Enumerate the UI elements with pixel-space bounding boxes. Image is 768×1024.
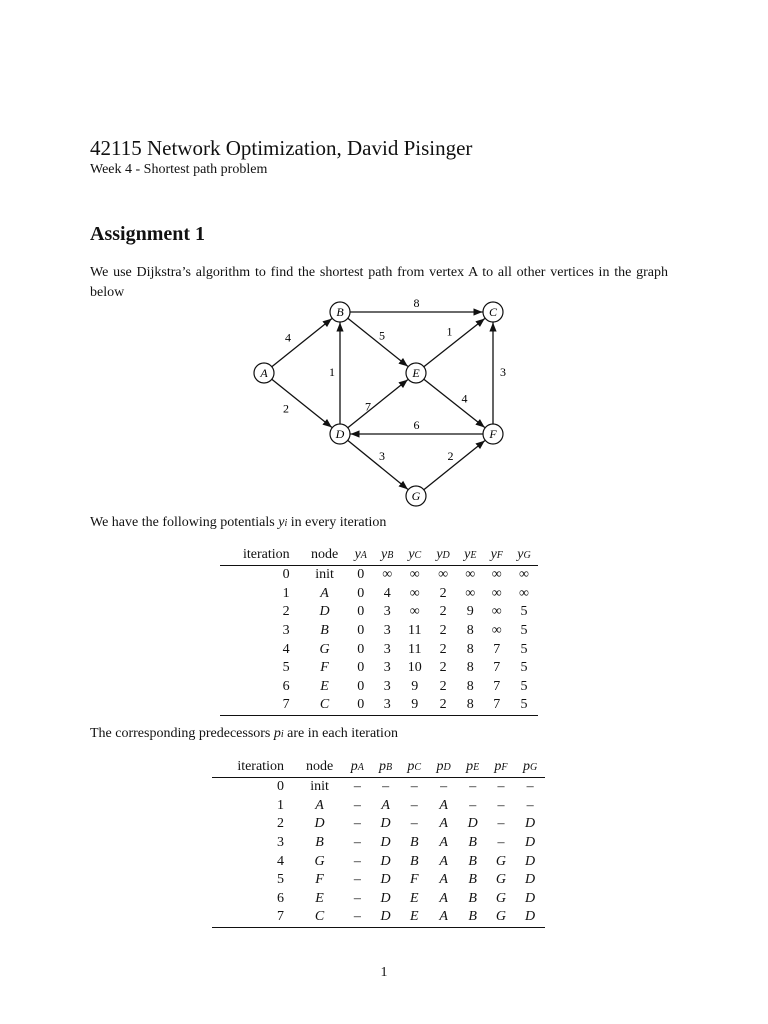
potentials-cell: 7	[493, 660, 501, 676]
potentials-cell: 7	[493, 678, 501, 694]
predecessors-cell: 7	[276, 909, 284, 925]
predecessors-cell: A	[315, 797, 324, 813]
predecessors-cell: –	[497, 797, 505, 813]
node-label: B	[336, 304, 344, 319]
section-heading: Assignment 1	[90, 223, 206, 245]
graph-node-a	[254, 363, 274, 383]
predecessors-cell: 3	[276, 835, 284, 851]
edge-g-f	[424, 441, 485, 490]
predecessors-cell: –	[353, 909, 361, 925]
edge-weight-d-b: 1	[329, 364, 335, 379]
potentials-cell: ∞	[518, 585, 529, 601]
potentials-cell: 2	[439, 678, 447, 694]
potentials-cell: 4	[282, 641, 290, 657]
potentials-row	[220, 696, 538, 715]
predecessors-cell: B	[468, 835, 477, 851]
predecessors-cell: A	[439, 909, 448, 925]
potentials-cell: 8	[466, 623, 474, 639]
predecessors-header-7: pF	[494, 759, 508, 774]
graph-node-g	[406, 486, 426, 506]
predecessors-intro-var: p	[273, 726, 281, 741]
predecessors-cell: G	[495, 853, 507, 869]
potentials-intro-sub: i	[284, 518, 288, 529]
edge-weight-a-b: 4	[285, 330, 291, 345]
potentials-row	[220, 659, 538, 678]
potentials-cell: init	[315, 567, 334, 583]
predecessors-cell: 2	[276, 816, 284, 832]
potentials-cell: 0	[357, 697, 365, 713]
edge-b-e	[348, 318, 408, 366]
predecessors-cell: –	[469, 797, 477, 813]
graph-node-c	[483, 302, 503, 322]
potentials-cell: 9	[411, 678, 419, 694]
predecessors-intro-sub: i	[280, 729, 284, 740]
predecessors-cell: D	[380, 909, 391, 925]
predecessors-cell: D	[380, 816, 391, 832]
predecessors-cell: E	[409, 909, 419, 925]
potentials-cell: 2	[439, 641, 447, 657]
predecessors-cell: A	[439, 872, 448, 888]
predecessors-header-8: pG	[522, 759, 538, 774]
potentials-cell: 7	[493, 641, 501, 657]
potentials-cell: ∞	[491, 567, 502, 583]
potentials-cell: 8	[466, 660, 474, 676]
potentials-cell: ∞	[409, 567, 420, 583]
node-label: A	[260, 365, 268, 380]
edge-weight-a-d: 2	[283, 401, 289, 416]
predecessors-cell: –	[353, 890, 361, 906]
predecessors-cell: –	[410, 779, 418, 795]
predecessors-cell: 6	[276, 890, 284, 906]
potentials-cell: 2	[439, 623, 447, 639]
predecessors-cell: D	[525, 890, 536, 906]
potentials-header-0: iteration	[242, 547, 290, 562]
page-number: 1	[380, 965, 388, 980]
potentials-cell: B	[320, 623, 329, 639]
predecessors-cell: –	[410, 797, 418, 813]
potentials-cell: ∞	[409, 604, 420, 620]
predecessors-cell: D	[525, 835, 536, 851]
potentials-cell: 5	[520, 697, 528, 713]
potentials-cell: 8	[466, 641, 474, 657]
predecessors-cell: –	[526, 779, 534, 795]
predecessors-cell: F	[315, 872, 324, 888]
predecessors-table	[212, 757, 545, 928]
potentials-cell: 10	[407, 660, 422, 676]
predecessors-cell: D	[525, 909, 536, 925]
potentials-cell: 0	[282, 567, 290, 583]
edge-weight-e-f: 4	[461, 391, 468, 406]
predecessors-header-2: pA	[350, 759, 364, 774]
predecessors-row	[212, 778, 545, 797]
potentials-row	[220, 622, 538, 641]
potentials-cell: 2	[439, 660, 447, 676]
potentials-header-7: yF	[490, 547, 503, 562]
predecessors-cell: –	[382, 779, 390, 795]
predecessors-cell: A	[439, 853, 448, 869]
predecessors-cell: 5	[276, 872, 284, 888]
predecessors-row	[212, 797, 545, 816]
potentials-cell: 3	[282, 623, 290, 639]
predecessors-cell: –	[497, 835, 505, 851]
potentials-cell: 3	[383, 660, 391, 676]
predecessors-cell: D	[380, 890, 391, 906]
edge-d-g	[348, 440, 408, 489]
predecessors-cell: B	[468, 872, 477, 888]
predecessors-cell: –	[353, 797, 361, 813]
predecessors-cell: A	[439, 835, 448, 851]
predecessors-cell: E	[409, 890, 419, 906]
potentials-cell: 6	[282, 678, 290, 694]
course-subtitle: Week 4 - Shortest path problem	[90, 162, 268, 177]
node-label: G	[411, 488, 421, 503]
edge-e-f	[424, 379, 485, 427]
potentials-row	[220, 678, 538, 697]
potentials-cell: 7	[493, 697, 501, 713]
predecessors-cell: –	[410, 816, 418, 832]
edge-weight-d-e: 7	[365, 399, 371, 414]
potentials-cell: ∞	[465, 567, 476, 583]
predecessors-header-4: pC	[407, 759, 422, 774]
predecessors-row	[212, 834, 545, 853]
edge-weight-d-g: 3	[379, 448, 385, 463]
potentials-cell: 0	[357, 623, 365, 639]
potentials-row	[220, 566, 538, 585]
potentials-header-5: yD	[436, 547, 450, 562]
predecessors-cell: F	[409, 872, 419, 888]
potentials-cell: 0	[357, 604, 365, 620]
predecessors-intro-prefix: The corresponding predecessors	[90, 726, 274, 741]
potentials-cell: 3	[383, 678, 391, 694]
predecessors-header-6: pE	[466, 759, 480, 774]
potentials-header-3: yB	[381, 547, 394, 562]
potentials-header-1: node	[310, 547, 339, 562]
potentials-intro-prefix: We have the following potentials	[90, 515, 279, 530]
predecessors-cell: –	[353, 816, 361, 832]
predecessors-cell: D	[467, 816, 478, 832]
potentials-cell: ∞	[491, 585, 502, 601]
potentials-cell: 0	[357, 660, 365, 676]
predecessors-cell: D	[380, 872, 391, 888]
predecessors-cell: D	[525, 853, 536, 869]
potentials-cell: 8	[466, 678, 474, 694]
predecessors-row	[212, 908, 545, 927]
course-title: 42115 Network Optimization, David Pisinger	[90, 136, 473, 160]
potentials-cell: F	[320, 660, 329, 676]
predecessors-cell: B	[468, 909, 477, 925]
potentials-cell: 2	[439, 585, 447, 601]
potentials-cell: 5	[520, 678, 528, 694]
predecessors-cell: –	[526, 797, 534, 813]
predecessors-cell: 4	[276, 853, 284, 869]
predecessors-cell: B	[315, 835, 324, 851]
predecessors-intro	[90, 726, 398, 742]
potentials-cell: 7	[282, 697, 290, 713]
predecessors-cell: –	[353, 853, 361, 869]
potentials-cell: 3	[383, 641, 391, 657]
predecessors-intro-suffix: are in each iteration	[283, 726, 398, 741]
predecessors-cell: A	[439, 816, 448, 832]
potentials-cell: 8	[466, 697, 474, 713]
graph-node-f	[483, 424, 503, 444]
predecessors-cell: –	[353, 835, 361, 851]
predecessors-cell: –	[469, 779, 477, 795]
potentials-row	[220, 585, 538, 604]
potentials-cell: ∞	[491, 623, 502, 639]
potentials-cell: 3	[383, 623, 391, 639]
potentials-cell: 1	[282, 585, 290, 601]
potentials-cell: 2	[439, 697, 447, 713]
graph-node-b	[330, 302, 350, 322]
potentials-cell: 5	[520, 623, 528, 639]
predecessors-cell: C	[314, 909, 325, 925]
edge-weight-g-f: 2	[447, 448, 454, 463]
edge-weight-f-c: 3	[500, 364, 506, 379]
graph-node-d	[330, 424, 350, 444]
potentials-cell: 11	[408, 641, 422, 657]
predecessors-cell: G	[495, 890, 507, 906]
potentials-header-2: yA	[354, 547, 367, 562]
potentials-header-4: yC	[408, 547, 422, 562]
predecessors-cell: A	[439, 890, 448, 906]
potentials-cell: 4	[383, 585, 391, 601]
graph-node-e	[406, 363, 426, 383]
predecessors-cell: G	[314, 853, 325, 869]
potentials-cell: 5	[520, 604, 528, 620]
predecessors-header-3: pB	[379, 759, 393, 774]
predecessors-cell: D	[525, 872, 536, 888]
node-label: F	[489, 426, 497, 441]
predecessors-cell: G	[495, 872, 507, 888]
predecessors-cell: 1	[276, 797, 284, 813]
edge-weight-b-c: 8	[413, 296, 420, 310]
edge-weight-e-c: 1	[446, 324, 453, 339]
potentials-cell: ∞	[382, 567, 393, 583]
edge-weight-b-e: 5	[379, 328, 385, 343]
predecessors-header-5: pD	[436, 759, 451, 774]
predecessors-cell: B	[468, 890, 477, 906]
predecessors-row	[212, 852, 545, 871]
node-label: D	[335, 426, 345, 441]
edge-a-d	[272, 379, 332, 427]
potentials-cell: 5	[282, 660, 290, 676]
potentials-cell: A	[320, 585, 329, 601]
predecessors-cell: init	[310, 779, 329, 795]
edge-a-b	[272, 319, 332, 367]
potentials-cell: ∞	[409, 585, 420, 601]
predecessors-header-1: node	[305, 759, 334, 774]
potentials-header-6: yE	[464, 547, 477, 562]
potentials-cell: 0	[357, 567, 365, 583]
predecessors-cell: D	[380, 835, 391, 851]
predecessors-header-0: iteration	[237, 759, 284, 774]
potentials-intro-suffix: in every iteration	[287, 515, 387, 530]
potentials-cell: 5	[520, 641, 528, 657]
potentials-cell: 9	[466, 604, 474, 620]
predecessors-cell: G	[495, 909, 507, 925]
potentials-cell: E	[320, 678, 329, 694]
potentials-cell: C	[319, 697, 330, 713]
predecessors-cell: D	[525, 816, 536, 832]
predecessors-cell: B	[468, 853, 477, 869]
potentials-cell: ∞	[491, 604, 502, 620]
potentials-intro-var: y	[278, 515, 285, 530]
predecessors-cell: –	[353, 779, 361, 795]
potentials-intro	[90, 515, 386, 531]
potentials-table	[220, 545, 538, 716]
predecessors-row	[212, 890, 545, 909]
potentials-row	[220, 603, 538, 622]
node-label: E	[412, 365, 420, 380]
potentials-cell: 3	[383, 604, 391, 620]
potentials-cell: 5	[520, 660, 528, 676]
predecessors-cell: D	[314, 816, 325, 832]
potentials-cell: 0	[357, 678, 365, 694]
predecessors-cell: –	[353, 872, 361, 888]
predecessors-cell: D	[380, 853, 391, 869]
potentials-cell: 2	[439, 604, 447, 620]
predecessors-cell: B	[409, 853, 419, 869]
potentials-cell: 9	[411, 697, 419, 713]
potentials-cell: 11	[408, 623, 422, 639]
predecessors-cell: –	[440, 779, 448, 795]
predecessors-cell: 0	[276, 779, 284, 795]
graph-figure	[240, 296, 520, 510]
potentials-cell: 3	[383, 697, 391, 713]
potentials-cell: ∞	[465, 585, 476, 601]
edge-d-e	[348, 380, 408, 428]
potentials-cell: ∞	[438, 567, 449, 583]
predecessors-cell: A	[439, 797, 448, 813]
potentials-cell: D	[319, 604, 330, 620]
edge-weight-f-d: 6	[413, 417, 420, 432]
predecessors-cell: –	[497, 779, 505, 795]
potentials-cell: 0	[357, 641, 365, 657]
potentials-cell: ∞	[518, 567, 529, 583]
potentials-row	[220, 640, 538, 659]
predecessors-cell: B	[409, 835, 419, 851]
predecessors-cell: E	[315, 890, 324, 906]
potentials-cell: G	[319, 641, 330, 657]
predecessors-cell: A	[381, 797, 390, 813]
node-label: C	[488, 304, 498, 319]
predecessors-cell: –	[497, 816, 505, 832]
predecessors-row	[212, 871, 545, 890]
edge-e-c	[424, 319, 485, 367]
potentials-cell: 0	[357, 585, 365, 601]
intro-paragraph: We use Dijkstra’s algorithm to find the shortest path from vertex A to all other vertices in the graph below	[90, 265, 668, 300]
predecessors-row	[212, 815, 545, 834]
potentials-header-8: yG	[517, 547, 531, 562]
potentials-cell: 2	[282, 604, 290, 620]
